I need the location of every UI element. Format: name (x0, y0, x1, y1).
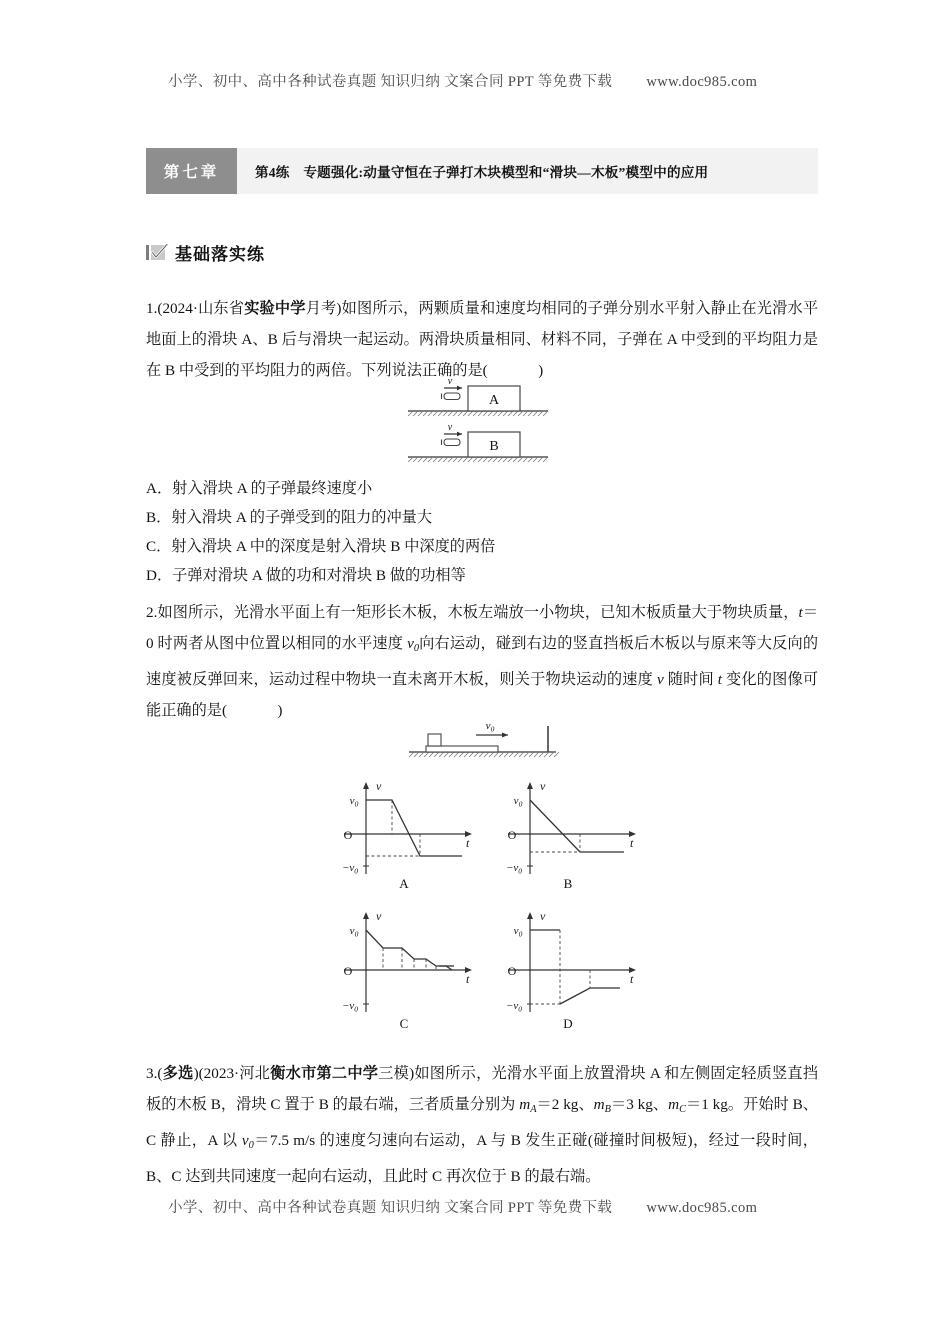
footer-watermark (168, 1196, 828, 1217)
footer-watermark-text: 小学、初中、高中各种试卷真题 知识归纳 文案合同 PPT 等免费下载 (168, 1200, 613, 1216)
question-1-option-a: A．射入滑块 A 的子弹最终速度小 (146, 480, 373, 497)
graph-d-tick-v0: $v_0$ (513, 925, 523, 939)
watermark-text: 小学、初中、高中各种试卷真题 知识归纳 文案合同 PPT 等免费下载 (168, 74, 613, 90)
block-a-label: A (488, 393, 500, 408)
block-b-label: B (489, 439, 499, 454)
graph-d-tick-negv0: $-v_0$ (505, 1000, 523, 1014)
question-1-option-c: C．射入滑块 A 中的深度是射入滑块 B 中深度的两倍 (146, 538, 496, 555)
graph-d-origin: O (507, 964, 517, 978)
graph-c-y-label: v (376, 909, 382, 923)
graph-c-tick-v0: $v_0$ (349, 925, 359, 939)
question-1-option-d: D．子弹对滑块 A 做的功和对滑块 B 做的功相等 (146, 567, 466, 584)
graph-d-y-label: v (540, 909, 546, 923)
velocity-label-a: v (447, 378, 453, 387)
graph-d-x-label: t (630, 972, 634, 986)
chapter-banner (146, 148, 818, 194)
graph-c-origin: O (343, 964, 353, 978)
graph-a (326, 778, 482, 890)
graph-b-tick-v0: $v_0$ (513, 795, 523, 809)
section-label: 基础落实练 (175, 245, 265, 264)
question-2-text: 2.如图所示，光滑水平面上有一矩形长木板，木板左端放一小物块，已知木板质量大于物块质量，t＝0 时两者从图中位置以相同的水平速度 $v_0$向右运动，碰到右边的竖直挡板后木板以与原来等大反向的速度被反弹回来，运动过程中物块一直未离开木板，则关于物块运动的速度 v 随时间 t 变化的图像可能正确的是( ) (146, 604, 819, 719)
question-1-text: 1.(2024·山东省实验中学月考)如图所示，两颗质量和速度均相同的子弹分别水平射入静止在光滑水平地面上的滑块 A、B 后与滑块一起运动。两滑块质量相同、材料不同，子弹在 A 中受到的平均阻力是在 B 中受到的平均阻力的两倍。下列说法正确的是( ) (146, 300, 819, 379)
bullet-block-figure (400, 378, 590, 473)
graph-b-origin: O (507, 828, 517, 842)
graph-a-x-label: t (466, 836, 470, 850)
graph-b (490, 778, 646, 890)
bullet-b-icon (444, 439, 460, 446)
header-watermark (168, 70, 828, 91)
velocity-label-b: v (447, 422, 453, 433)
watermark-site: www.doc985.com (646, 74, 758, 90)
bullet-a-icon (444, 393, 460, 400)
graph-a-tick-v0: $v_0$ (349, 795, 359, 809)
section-header (146, 240, 265, 265)
long-board (426, 746, 498, 752)
graph-a-origin: O (343, 828, 353, 842)
bullet-block-b-group (408, 422, 548, 462)
graph-b-x-label: t (630, 836, 634, 850)
graph-c-tick-negv0: $-v_0$ (341, 1000, 359, 1014)
graph-a-y-label: v (376, 779, 382, 793)
graph-d (490, 908, 646, 1030)
check-mark-icon (146, 243, 168, 263)
graph-c-label: C (399, 1016, 409, 1030)
small-block (428, 734, 441, 746)
graph-b-label: B (563, 876, 573, 890)
banner-title: 第4练 专题强化:动量守恒在子弹打木块模型和“滑块—木板”模型中的应用 (255, 165, 709, 180)
chapter-number-box: 第七章 (146, 148, 237, 194)
question-1-option-b: B．射入滑块 A 的子弹受到的阻力的冲量大 (146, 509, 433, 526)
bullet-block-a-group (408, 378, 548, 416)
velocity-label-v0: $v_0$ (485, 720, 495, 734)
graph-a-tick-negv0: $-v_0$ (341, 862, 359, 876)
graph-d-label: D (563, 1016, 573, 1030)
graph-c-x-label: t (466, 972, 470, 986)
banner-body (237, 148, 818, 194)
graph-a-label: A (399, 876, 409, 890)
footer-watermark-site: www.doc985.com (646, 1200, 758, 1216)
question-3-text: 3.(多选)(2023·河北衡水市第二中学三模)如图所示，光滑水平面上放置滑块 A 和左侧固定轻质竖直挡板的木板 B，滑块 C 置于 B 的最右端，三者质量分别为 $m_A=2$ kg、$m_B=3$ kg、$m_C=1$ kg。开始时 B、C 静止，A 以 $v_0=7.5$ m/s 的速度匀速向右运动，A 与 B 发生正碰(碰撞时间极短)，经过一段时间，B、C 达到共同速度一起向右运动，且此时 C 再次位于 B 的最右端。 (146, 1065, 819, 1185)
board-block-wall-figure (404, 716, 584, 768)
graph-b-y-label: v (540, 779, 546, 793)
graph-c (326, 908, 482, 1030)
graph-b-tick-negv0: $-v_0$ (505, 862, 523, 876)
